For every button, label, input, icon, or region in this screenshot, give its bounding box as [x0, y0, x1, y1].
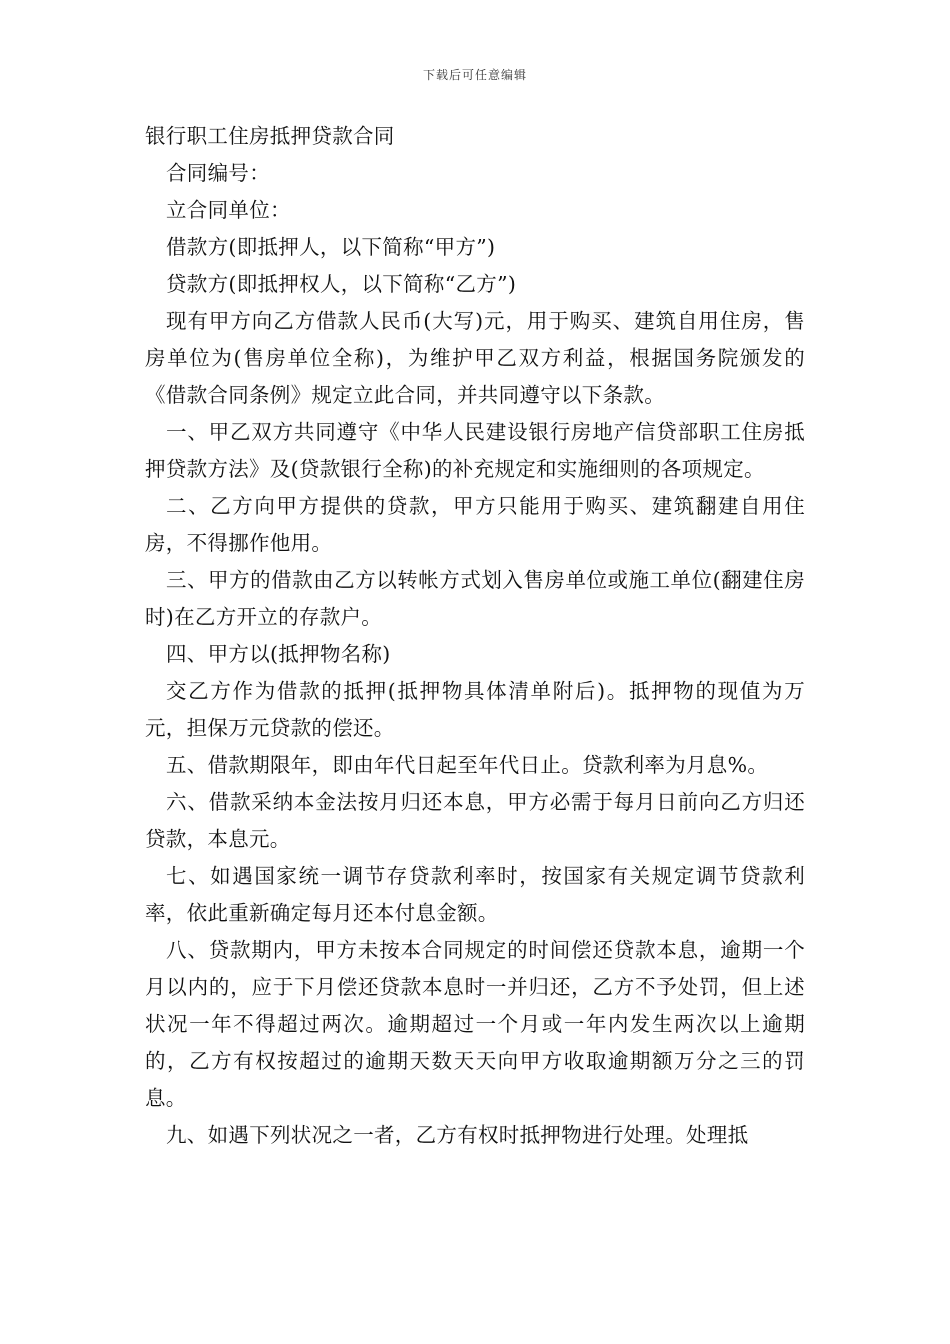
paragraph-preamble: 现有甲方向乙方借款人民币(大写)元，用于购买、建筑自用住房，售房单位为(售房单位全称)，为维护甲乙双方利益，根据国务院颁发的《借款合同条例》规定立此合同，并共同遵守以下条款。: [145, 309, 805, 407]
clause-8: 八、贷款期内，甲方未按本合同规定的时间偿还贷款本息，逾期一个月以内的，应于下月偿还贷款本息时一并归还，乙方不予处罚，但上述状况一年不得超过两次。逾期超过一个月或一年内发生两次以上逾期的，乙方有权按超过的逾期天数天天向甲方收取逾期额万分之三的罚息。: [145, 938, 805, 1110]
clause-6: 六、借款采纳本金法按月归还本息，甲方必需于每月日前向乙方归还贷款，本息元。: [145, 790, 805, 851]
paragraph-borrower: 借款方(即抵押人，以下简称“甲方”): [166, 235, 496, 259]
paragraph-contract-number: 合同编号：: [166, 161, 270, 185]
clause-7: 七、如遇国家统一调节存贷款利率时，按国家有关规定调节贷款利率，依此重新确定每月还本付息金额。: [145, 864, 805, 925]
header-note: 下载后可任意编辑: [422, 68, 527, 82]
document-title: 银行职工住房抵押贷款合同: [145, 124, 395, 148]
clause-4-continued: 交乙方作为借款的抵押(抵押物具体清单附后)。抵押物的现值为万元，担保万元贷款的偿还。: [145, 679, 805, 740]
clause-2: 二、乙方向甲方提供的贷款，甲方只能用于购买、建筑翻建自用住房，不得挪作他用。: [145, 494, 805, 555]
contract-body: [145, 118, 805, 1154]
clause-3: 三、甲方的借款由乙方以转帐方式划入售房单位或施工单位(翻建住房时)在乙方开立的存款户。: [145, 568, 805, 629]
clause-4: 四、甲方以(抵押物名称): [166, 642, 391, 666]
paragraph-contract-parties: 立合同单位：: [166, 198, 291, 222]
clause-1: 一、甲乙双方共同遵守《中华人民建设银行房地产信贷部职工住房抵押贷款方法》及(贷款银行全称)的补充规定和实施细则的各项规定。: [145, 420, 805, 481]
clause-9: 九、如遇下列状况之一者，乙方有权时抵押物进行处理。处理抵: [166, 1123, 749, 1147]
clause-5: 五、借款期限年，即由年代日起至年代日止。贷款利率为月息%。: [166, 753, 769, 777]
paragraph-lender: 贷款方(即抵押权人，以下简称“乙方”): [166, 272, 517, 296]
